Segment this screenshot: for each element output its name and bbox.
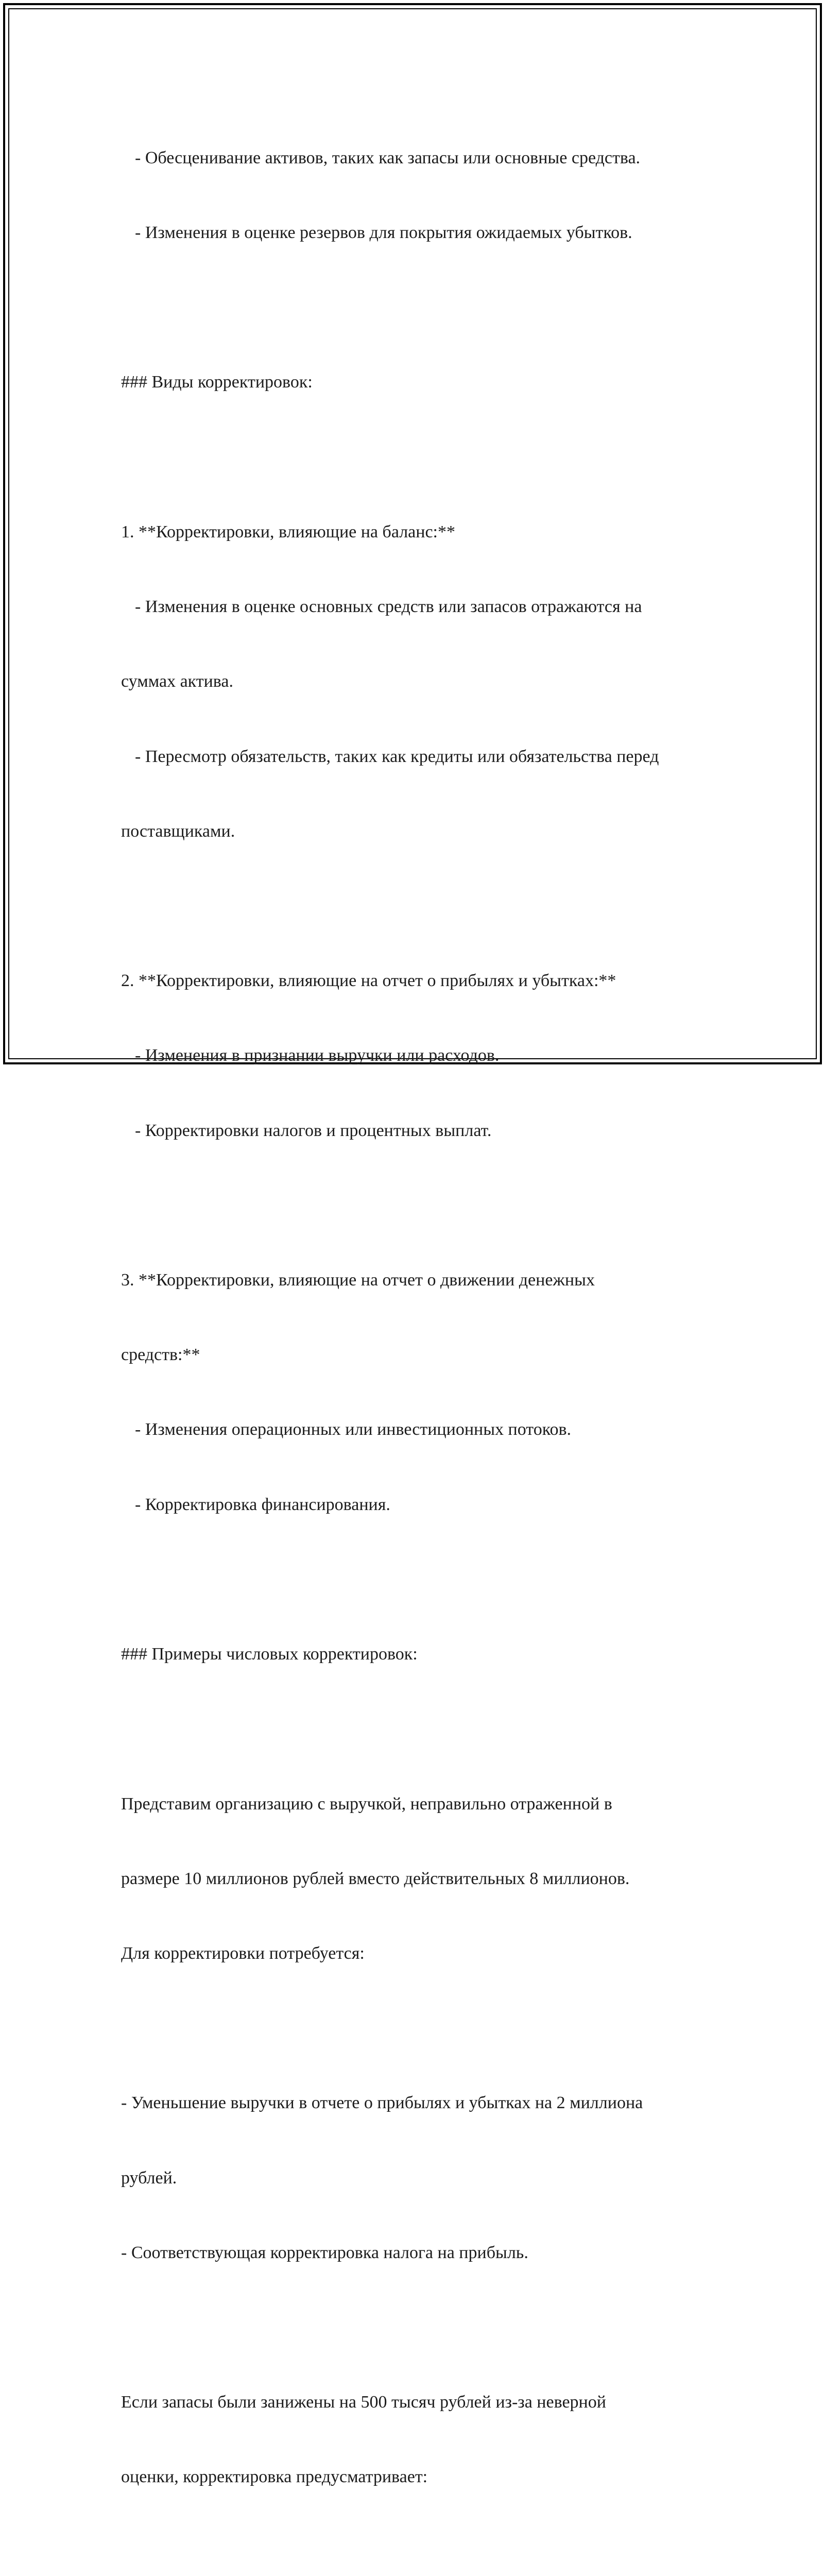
- text-line: поставщиками.: [121, 821, 235, 841]
- text-line: - Изменения в оценке основных средств или запасов отражаются на: [135, 597, 642, 617]
- bullet-line: - Соответствующая корректировка налога на прибыль.: [121, 2243, 528, 2262]
- section-heading: ### Виды корректировок:: [121, 372, 313, 392]
- list-item-heading: 3. **Корректировки, влияющие на отчет о движении денежных: [121, 1270, 595, 1290]
- paragraph-line: Для корректировки потребуется:: [121, 1943, 365, 1963]
- blank-line: [121, 1717, 718, 1741]
- blank-line: [121, 295, 718, 320]
- blank-line: [121, 894, 718, 919]
- text-line: - Корректировка финансирования.: [135, 1495, 390, 1514]
- section-heading: ### Примеры числовых корректировок:: [121, 1645, 418, 1664]
- paragraph-line: оценки, корректировка предусматривает:: [121, 2467, 428, 2487]
- blank-line: [121, 2540, 718, 2565]
- blank-line: [121, 1193, 718, 1218]
- blank-line: [121, 1567, 718, 1592]
- list-item-heading: 1. **Корректировки, влияющие на баланс:**: [121, 522, 456, 541]
- text-line: средств:**: [121, 1345, 200, 1365]
- paragraph-line: Если запасы были занижены на 500 тысяч рублей из-за неверной: [121, 2393, 606, 2412]
- blank-line: [121, 2016, 718, 2041]
- text-line: - Корректировки налогов и процентных выплат.: [135, 1121, 492, 1140]
- text-line: - Обесценивание активов, таких как запасы или основные средства.: [135, 148, 641, 167]
- blank-line: [121, 2315, 718, 2340]
- text-line: - Изменения операционных или инвестиционных потоков.: [135, 1420, 572, 1439]
- text-line: суммах актива.: [121, 672, 233, 691]
- paragraph-line: размере 10 миллионов рублей вместо действительных 8 миллионов.: [121, 1869, 630, 1888]
- document-body: [121, 96, 718, 2576]
- bullet-line: - Уменьшение выручки в отчете о прибылях и убытках на 2 миллиона: [121, 2093, 643, 2113]
- list-item-heading: 2. **Корректировки, влияющие на отчет о прибылях и убытках:**: [121, 971, 616, 991]
- bullet-line: рублей.: [121, 2168, 177, 2188]
- text-line: - Изменения в признании выручки или расходов.: [135, 1046, 500, 1065]
- text-line: - Пересмотр обязательств, таких как кредиты или обязательства перед: [135, 747, 659, 766]
- blank-line: [121, 445, 718, 470]
- text-line: - Изменения в оценке резервов для покрытия ожидаемых убытков.: [135, 223, 632, 243]
- paragraph-line: Представим организацию с выручкой, неправильно отраженной в: [121, 1794, 612, 1814]
